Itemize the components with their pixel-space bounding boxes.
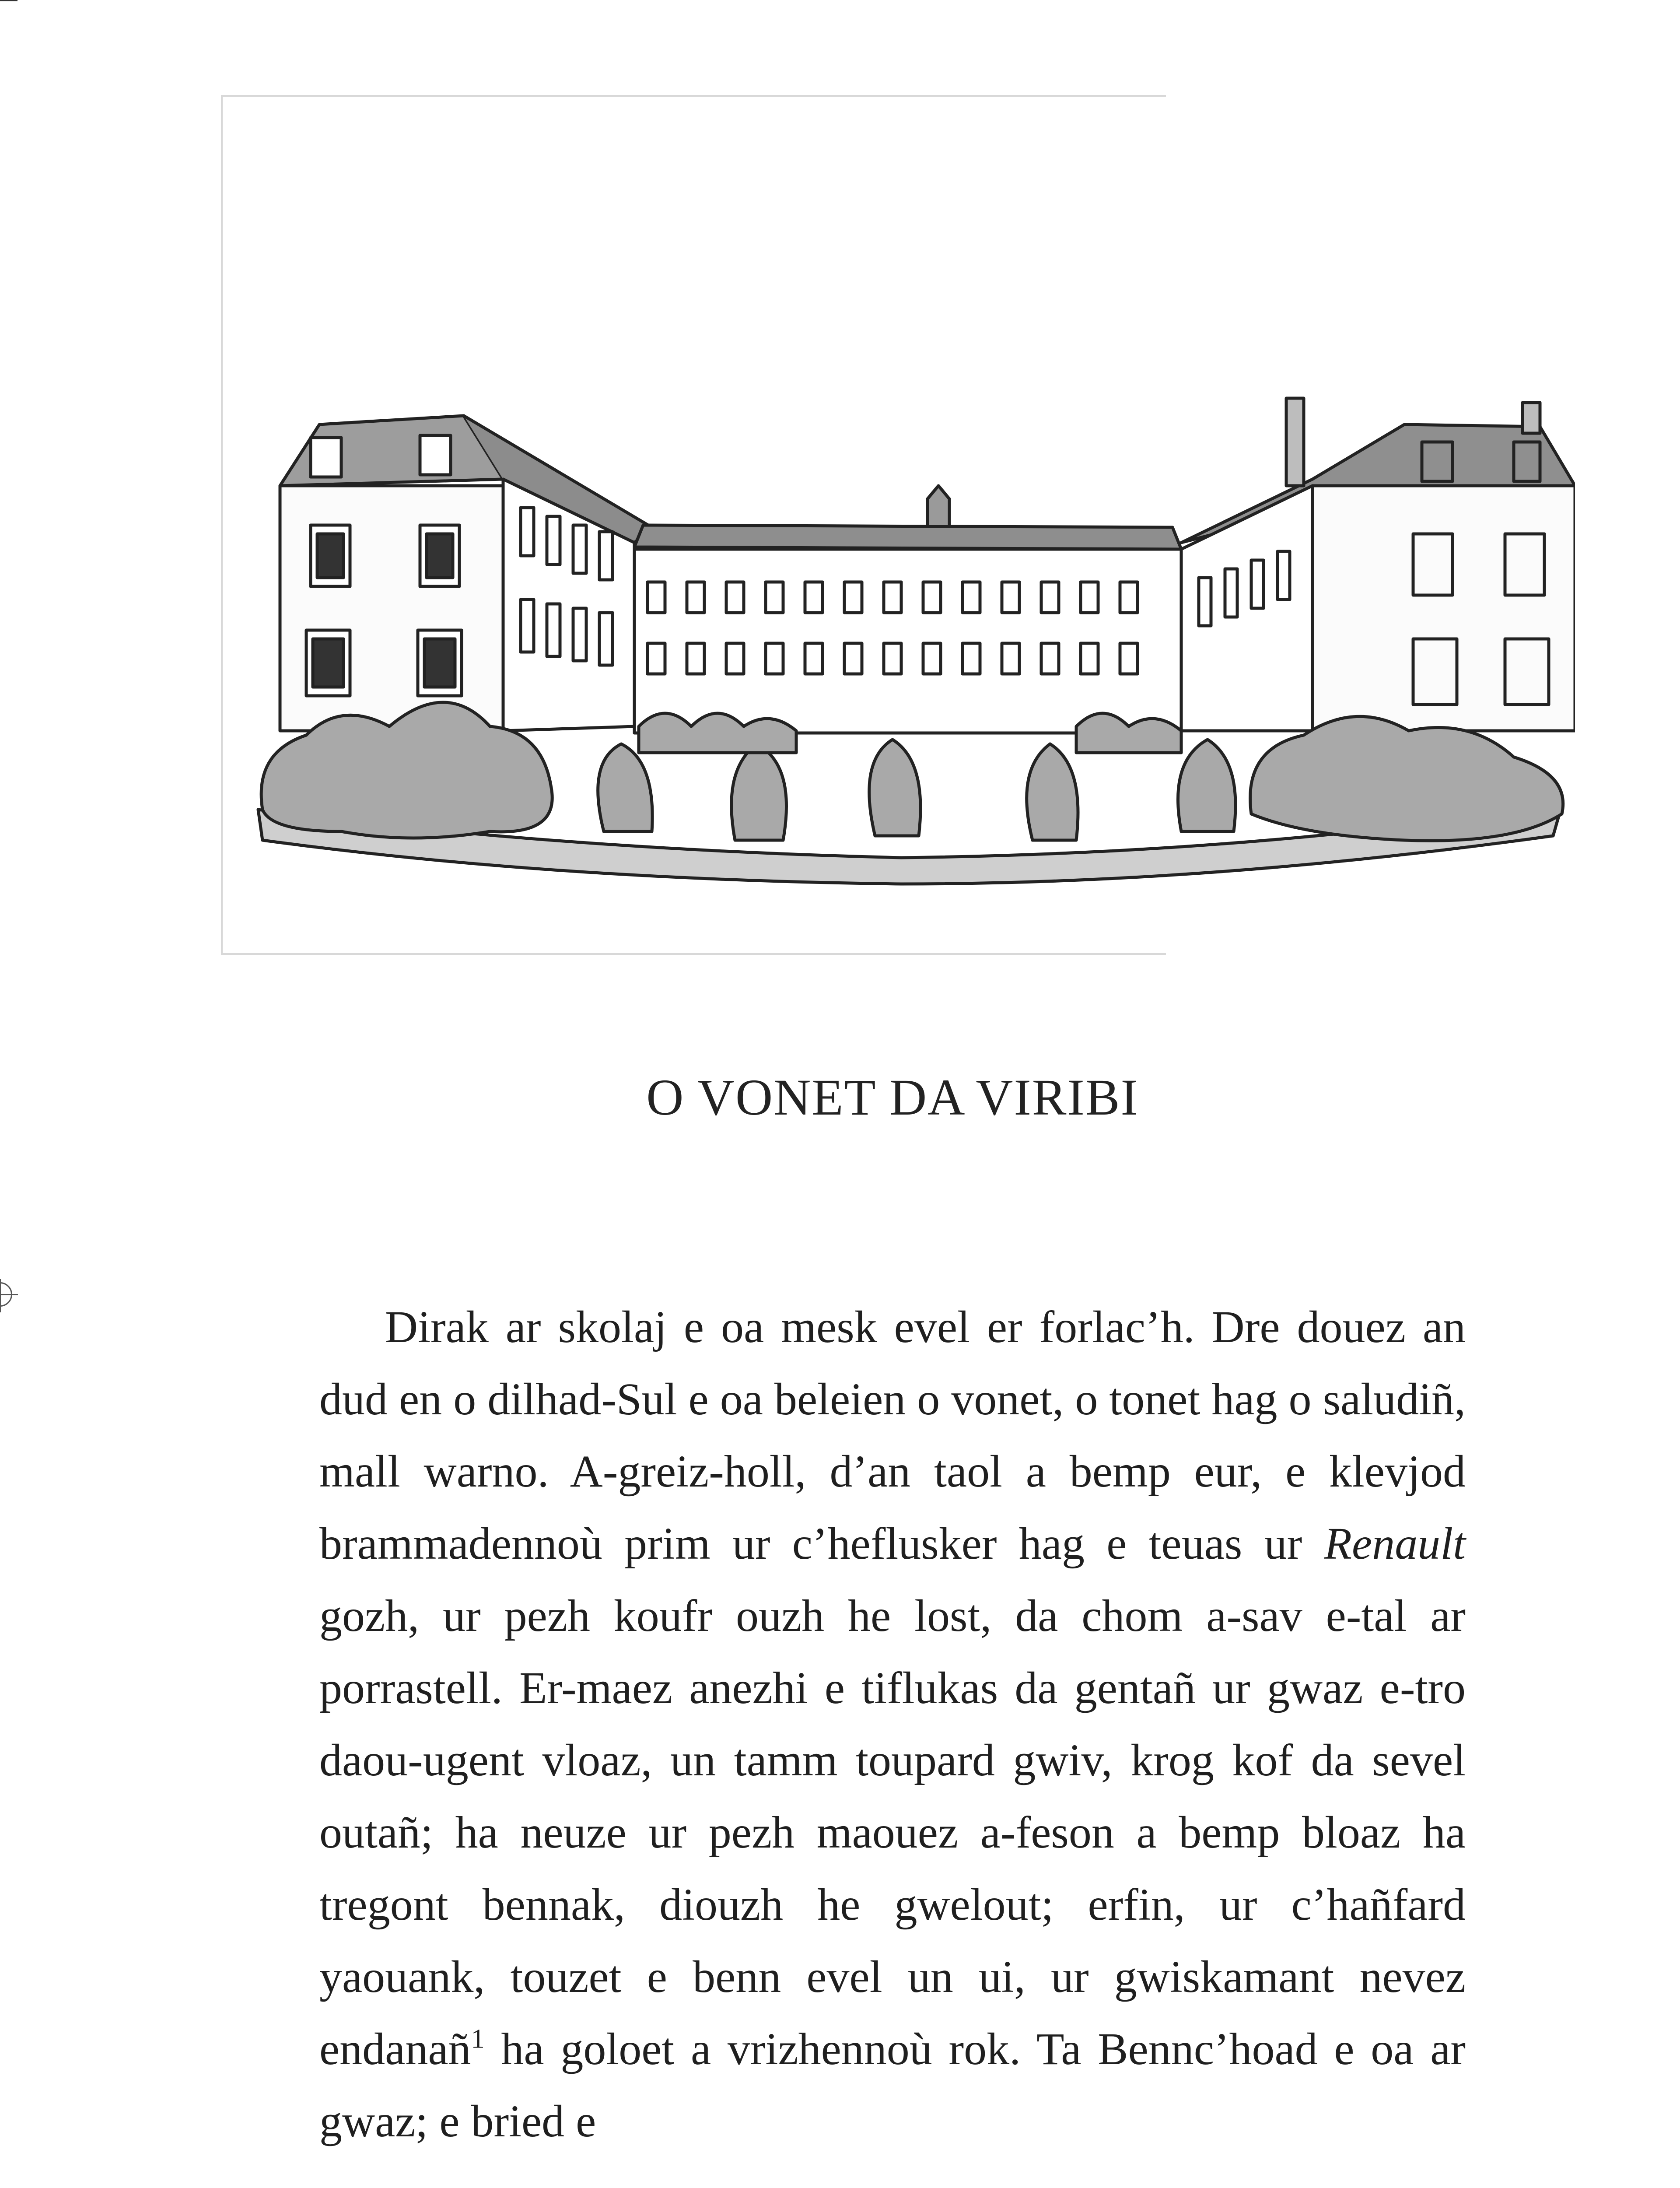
registration-mark [0,1282,12,1307]
body-text-segment: Dirak ar skolaj e oa mesk evel er forlac’h. Dre douez an dud en o dilhad-Sul e oa beleien o vonet, o tonet hag o saludiñ, mall warno. A-greiz-holl, d’an taol a bemp eur, e klevjod brammadennoù prim ur c’heflusker hag e teuas ur [319,1302,1466,1569]
body-text-segment: ha goloet a vrizhennoù rok. Ta Bennc’hoad e oa ar gwaz; e bried e [319,2024,1466,2146]
footnote-reference[interactable]: 1 [471,2023,485,2054]
chapter-title: O VONET DA VIRIBI [646,1069,1139,1126]
body-paragraph [319,1291,1466,2157]
body-text-segment: gozh, ur pezh koufr ouzh he lost, da chom a-sav e-tal ar porrastell. Er-maez anezhi e tiflukas da gentañ ur gwaz e-tro daou-ugent vloaz, un tamm toupard gwiv, krog kof da sevel outañ; ha neuze ur pezh maouez a-feson a bemp bloaz ha tregont bennak, diouzh he gwelout; erfin, ur c’hañfard yaouank, touzet e benn evel un ui, ur gwiskamant nevez endanañ [319,1591,1466,2074]
crop-mark [0,0,18,1]
italic-word: Renault [1324,1518,1466,1569]
body-text [319,1291,1466,2157]
chateau-illustration [245,394,1575,897]
